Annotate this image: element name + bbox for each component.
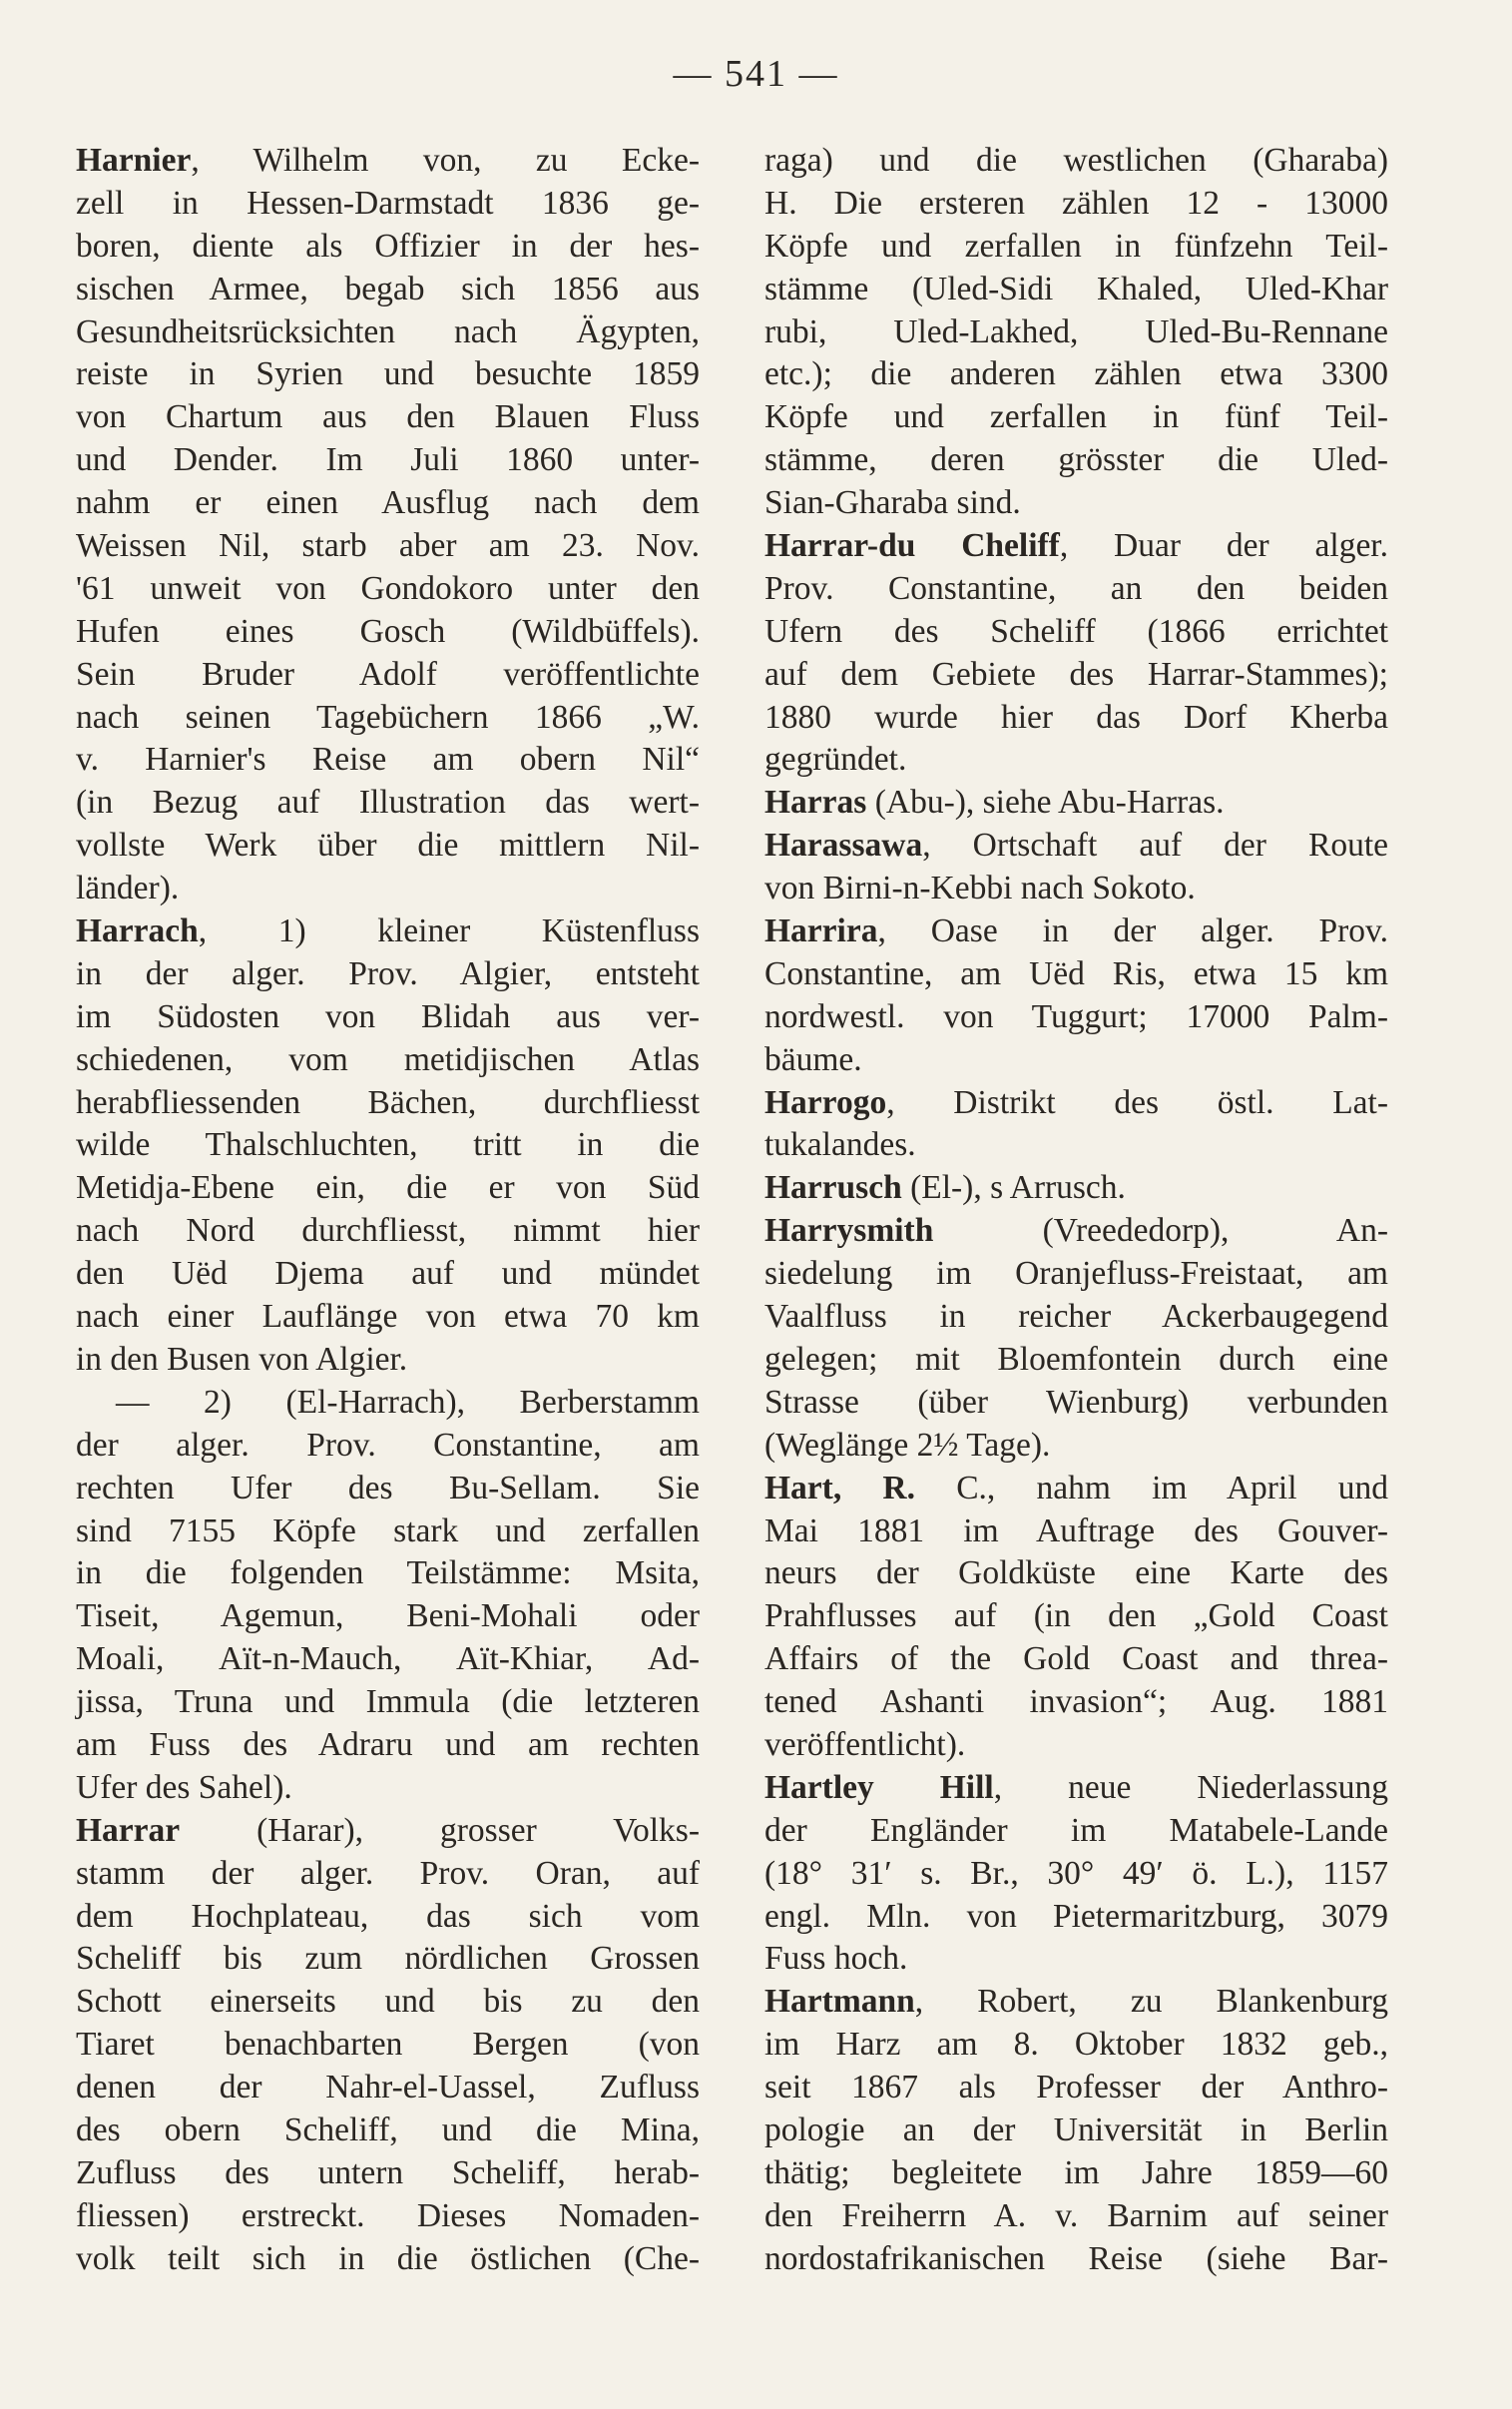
text-line — [76, 311, 700, 354]
entry-headword: Harras — [764, 784, 867, 822]
line-text: Ufer des Sahel). — [76, 1768, 292, 1806]
line-text: reiste in Syrien und besuchte 1859 — [76, 355, 700, 393]
line-text: von Birni-n-Kebbi nach Sokoto. — [764, 870, 1196, 907]
text-line — [764, 2195, 1388, 2238]
line-text: C., nahm im April und — [914, 1469, 1388, 1506]
line-text: thätig; begleitete im Jahre 1859—60 — [764, 2153, 1388, 2191]
line-text: , Robert, zu Blankenburg — [914, 1983, 1388, 2021]
line-text: (Harar), grosser Volks- — [180, 1811, 700, 1849]
text-line — [764, 1124, 1388, 1167]
line-text: Tiseit, Agemun, Beni-Mohali oder — [76, 1597, 700, 1635]
line-text: 1880 wurde hier das Dorf Kherba — [764, 698, 1388, 736]
text-line — [76, 1552, 700, 1595]
entry-first-line — [764, 1210, 1388, 1253]
line-text: nach seinen Tagebüchern 1866 „W. — [76, 698, 700, 736]
text-line — [764, 568, 1388, 611]
entry-first-line — [76, 910, 700, 953]
text-line — [76, 2109, 700, 2152]
entry-headword: Hart, R. — [764, 1469, 915, 1506]
text-line — [764, 2152, 1388, 2195]
text-line — [764, 1724, 1388, 1767]
line-text: nordostafrikanischen Reise (siehe Bar- — [764, 2239, 1388, 2277]
line-text: etc.); die anderen zählen etwa 3300 — [764, 355, 1388, 393]
entry-first-line — [764, 1167, 1388, 1210]
line-text: seit 1867 als Professer der Anthro- — [764, 2069, 1388, 2107]
line-text: '61 unweit von Gondokoro unter den — [76, 569, 700, 607]
line-text: (Weglänge 2½ Tage). — [764, 1426, 1051, 1464]
text-line — [76, 525, 700, 568]
text-line — [76, 1938, 700, 1981]
line-text: auf dem Gebiete des Harrar-Stammes); — [764, 655, 1388, 693]
entry-first-line — [764, 825, 1388, 868]
text-line — [764, 140, 1388, 183]
line-text: Tiaret benachbarten Bergen (von — [76, 2026, 700, 2064]
line-text: (18° 31′ s. Br., 30° 49′ ö. L.), 1157 — [764, 1854, 1388, 1892]
text-line — [76, 568, 700, 611]
text-line — [764, 697, 1388, 740]
line-text: — 2) (El-Harrach), Berberstamm — [116, 1383, 700, 1421]
text-line — [76, 396, 700, 439]
line-text: schiedenen, vom metidjischen Atlas — [76, 1040, 700, 1078]
text-line — [76, 2024, 700, 2067]
line-text: , Oase in der alger. Prov. — [877, 912, 1388, 950]
text-line — [764, 226, 1388, 269]
text-line — [76, 1382, 700, 1425]
text-line — [764, 1382, 1388, 1425]
text-line — [764, 1039, 1388, 1082]
text-line — [76, 1468, 700, 1510]
text-line — [76, 1339, 700, 1382]
text-line — [764, 1638, 1388, 1681]
entry-first-line — [764, 525, 1388, 568]
text-line — [764, 482, 1388, 525]
text-line — [76, 1167, 700, 1210]
entry-headword: Harassawa — [764, 827, 923, 865]
line-text: Scheliff bis zum nördlichen Grossen — [76, 1940, 700, 1978]
line-text: Vaalfluss in reicher Ackerbaugegend — [764, 1298, 1388, 1336]
text-line — [764, 1595, 1388, 1638]
line-text: tened Ashanti invasion“; Aug. 1881 — [764, 1683, 1388, 1721]
entry-first-line — [764, 1981, 1388, 2024]
line-text: v. Harnier's Reise am obern Nil“ — [76, 741, 700, 779]
entry-headword: Harrira — [764, 912, 878, 950]
left-column — [76, 140, 700, 2281]
entry-headword: Harrysmith — [764, 1212, 934, 1250]
text-line — [764, 269, 1388, 311]
entry-first-line — [764, 1082, 1388, 1125]
line-text: zell in Hessen-Darmstadt 1836 ge- — [76, 184, 700, 222]
text-line — [76, 1853, 700, 1896]
line-text: (El-), s Arrusch. — [901, 1169, 1126, 1207]
line-text: , Ortschaft auf der Route — [922, 827, 1388, 865]
line-text: in der alger. Prov. Algier, entsteht — [76, 954, 700, 992]
text-line — [76, 868, 700, 910]
line-text: rubi, Uled-Lakhed, Uled-Bu-Rennane — [764, 312, 1388, 350]
text-line — [76, 1296, 700, 1339]
text-line — [76, 782, 700, 825]
text-line — [764, 1253, 1388, 1296]
line-text: veröffentlicht). — [764, 1725, 966, 1763]
text-line — [76, 1510, 700, 1553]
line-text: , neue Niederlassung — [993, 1768, 1388, 1806]
text-line — [76, 183, 700, 226]
line-text: in den Busen von Algier. — [76, 1340, 408, 1378]
text-line — [76, 1210, 700, 1253]
text-line — [764, 1425, 1388, 1468]
text-line — [764, 996, 1388, 1039]
line-text: den Freiherrn A. v. Barnim auf seiner — [764, 2196, 1388, 2234]
entry-first-line — [76, 1810, 700, 1853]
line-text: nach einer Lauflänge von etwa 70 km — [76, 1298, 700, 1336]
text-line — [764, 1552, 1388, 1595]
line-text: Sian-Gharaba sind. — [764, 484, 1021, 522]
page-number: — 541 — — [673, 53, 839, 95]
text-line — [76, 353, 700, 396]
line-text: (Vreededorp), An- — [933, 1212, 1388, 1250]
text-line — [764, 2109, 1388, 2152]
text-line — [76, 1638, 700, 1681]
entry-headword: Harrar — [76, 1811, 181, 1849]
text-line — [764, 311, 1388, 354]
line-text: herabfliessenden Bächen, durchfliesst — [76, 1083, 700, 1121]
entry-first-line — [764, 1468, 1388, 1510]
line-text: des obern Scheliff, und die Mina, — [76, 2110, 700, 2148]
line-text: Affairs of the Gold Coast and threa- — [764, 1640, 1388, 1678]
text-line — [76, 1896, 700, 1939]
entry-first-line — [764, 1767, 1388, 1810]
line-text: im Südosten von Blidah aus ver- — [76, 997, 700, 1035]
line-text: boren, diente als Offizier in der hes- — [76, 227, 700, 265]
text-line — [76, 2238, 700, 2281]
line-text: engl. Mln. von Pietermaritzburg, 3079 — [764, 1897, 1388, 1935]
line-text: tukalandes. — [764, 1126, 916, 1164]
line-text: dem Hochplateau, das sich vom — [76, 1897, 700, 1935]
text-line — [76, 1681, 700, 1724]
text-line — [76, 226, 700, 269]
line-text: raga) und die westlichen (Gharaba) — [764, 142, 1388, 179]
line-text: und Dender. Im Juli 1860 unter- — [76, 441, 700, 479]
entry-first-line — [764, 782, 1388, 825]
text-line — [764, 953, 1388, 996]
text-line — [76, 1595, 700, 1638]
text-line — [76, 1767, 700, 1810]
line-text: länder). — [76, 870, 180, 907]
line-text: siedelung im Oranjefluss-Freistaat, am — [764, 1255, 1388, 1293]
text-line — [764, 1810, 1388, 1853]
text-line — [764, 739, 1388, 782]
line-text: Hufen eines Gosch (Wildbüffels). — [76, 612, 700, 650]
line-text: gegründet. — [764, 741, 907, 779]
line-text: Mai 1881 im Auftrage des Gouver- — [764, 1511, 1388, 1549]
line-text: bäume. — [764, 1040, 862, 1078]
line-text: Ufern des Scheliff (1866 errichtet — [764, 612, 1388, 650]
text-line — [764, 2238, 1388, 2281]
line-text: fliessen) erstreckt. Dieses Nomaden- — [76, 2196, 700, 2234]
text-line — [764, 353, 1388, 396]
line-text: nordwestl. von Tuggurt; 17000 Palm- — [764, 997, 1388, 1035]
text-line — [764, 1510, 1388, 1553]
text-line — [76, 2152, 700, 2195]
entry-first-line — [76, 140, 700, 183]
line-text: vollste Werk über die mittlern Nil- — [76, 827, 700, 865]
text-line — [764, 2067, 1388, 2109]
text-line — [764, 439, 1388, 482]
line-text: im Harz am 8. Oktober 1832 geb., — [764, 2026, 1388, 2064]
line-text: , Wilhelm von, zu Ecke- — [191, 142, 700, 179]
text-line — [76, 1425, 700, 1468]
text-line — [764, 183, 1388, 226]
line-text: sischen Armee, begab sich 1856 aus — [76, 270, 700, 307]
line-text: neurs der Goldküste eine Karte des — [764, 1554, 1388, 1592]
text-line — [76, 439, 700, 482]
line-text: sind 7155 Köpfe stark und zerfallen — [76, 1511, 700, 1549]
text-line — [76, 654, 700, 697]
line-text: (in Bezug auf Illustration das wert- — [76, 784, 700, 822]
text-line — [76, 825, 700, 868]
line-text: , Duar der alger. — [1059, 527, 1388, 565]
line-text: der Engländer im Matabele-Lande — [764, 1811, 1388, 1849]
text-line — [764, 654, 1388, 697]
text-line — [76, 1724, 700, 1767]
line-text: Gesundheitsrücksichten nach Ägypten, — [76, 312, 700, 350]
text-line — [76, 739, 700, 782]
text-line — [76, 611, 700, 654]
line-text: , Distrikt des östl. Lat- — [886, 1083, 1388, 1121]
text-line — [76, 1981, 700, 2024]
line-text: wilde Thalschluchten, tritt in die — [76, 1126, 700, 1164]
line-text: Moali, Aït-n-Mauch, Aït-Khiar, Ad- — [76, 1640, 700, 1678]
text-line — [76, 2195, 700, 2238]
text-line — [76, 1253, 700, 1296]
text-line — [764, 868, 1388, 910]
line-text: , 1) kleiner Küstenfluss — [198, 912, 700, 950]
text-line — [764, 611, 1388, 654]
text-line — [76, 2067, 700, 2109]
text-line — [764, 1296, 1388, 1339]
text-line — [764, 1339, 1388, 1382]
text-line — [764, 1938, 1388, 1981]
text-line — [76, 697, 700, 740]
line-text: Metidja-Ebene ein, die er von Süd — [76, 1169, 700, 1207]
line-text: den Uëd Djema auf und mündet — [76, 1255, 700, 1293]
line-text: (Abu-), siehe Abu-Harras. — [866, 784, 1225, 822]
entry-first-line — [764, 910, 1388, 953]
line-text: Sein Bruder Adolf veröffentlichte — [76, 655, 700, 693]
line-text: H. Die ersteren zählen 12 - 13000 — [764, 184, 1388, 222]
line-text: Strasse (über Wienburg) verbunden — [764, 1383, 1388, 1421]
text-line — [76, 953, 700, 996]
line-text: jissa, Truna und Immula (die letzteren — [76, 1683, 700, 1721]
line-text: Köpfe und zerfallen in fünf Teil- — [764, 398, 1388, 436]
line-text: Prov. Constantine, an den beiden — [764, 569, 1388, 607]
line-text: stamm der alger. Prov. Oran, auf — [76, 1854, 700, 1892]
entry-headword: Harrar-du Cheliff — [764, 527, 1060, 565]
line-text: in die folgenden Teilstämme: Msita, — [76, 1554, 700, 1592]
text-line — [764, 396, 1388, 439]
line-text: denen der Nahr-el-Uassel, Zufluss — [76, 2069, 700, 2107]
entry-headword: Harnier — [76, 142, 192, 179]
line-text: stämme (Uled-Sidi Khaled, Uled-Khar — [764, 270, 1388, 307]
text-line — [76, 1039, 700, 1082]
line-text: Constantine, am Uëd Ris, etwa 15 km — [764, 954, 1388, 992]
line-text: Zufluss des untern Scheliff, herab- — [76, 2153, 700, 2191]
line-text: Köpfe und zerfallen in fünfzehn Teil- — [764, 227, 1388, 265]
line-text: Schott einerseits und bis zu den — [76, 1983, 700, 2021]
text-line — [764, 1853, 1388, 1896]
entry-headword: Harrusch — [764, 1169, 902, 1207]
line-text: Fuss hoch. — [764, 1940, 908, 1978]
text-line — [764, 1896, 1388, 1939]
line-text: stämme, deren grösster die Uled- — [764, 441, 1388, 479]
entry-headword: Hartley Hill — [764, 1768, 994, 1806]
line-text: pologie an der Universität in Berlin — [764, 2110, 1388, 2148]
text-line — [76, 482, 700, 525]
right-column — [764, 140, 1388, 2281]
text-line — [76, 996, 700, 1039]
text-line — [76, 269, 700, 311]
line-text: nach Nord durchfliesst, nimmt hier — [76, 1212, 700, 1250]
entry-headword: Harrogo — [764, 1083, 887, 1121]
line-text: gelegen; mit Bloemfontein durch eine — [764, 1340, 1388, 1378]
entry-headword: Hartmann — [764, 1983, 915, 2021]
line-text: rechten Ufer des Bu-Sellam. Sie — [76, 1469, 700, 1506]
line-text: der alger. Prov. Constantine, am — [76, 1426, 700, 1464]
text-line — [764, 1681, 1388, 1724]
line-text: Weissen Nil, starb aber am 23. Nov. — [76, 527, 700, 565]
line-text: von Chartum aus den Blauen Fluss — [76, 398, 700, 436]
text-line — [76, 1082, 700, 1125]
line-text: Prahflusses auf (in den „Gold Coast — [764, 1597, 1388, 1635]
text-line — [764, 2024, 1388, 2067]
line-text: am Fuss des Adraru und am rechten — [76, 1725, 700, 1763]
entry-headword: Harrach — [76, 912, 199, 950]
line-text: nahm er einen Ausflug nach dem — [76, 484, 700, 522]
line-text: volk teilt sich in die östlichen (Che- — [76, 2239, 700, 2277]
text-line — [76, 1124, 700, 1167]
